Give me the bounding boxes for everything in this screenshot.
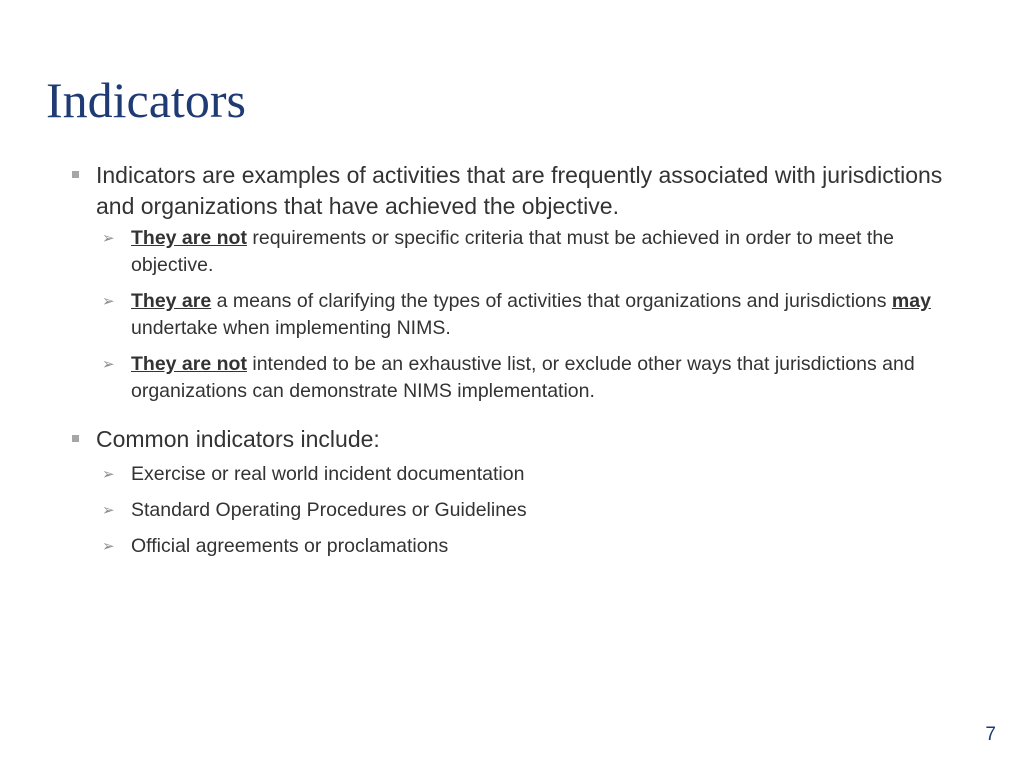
emphasis-text: They are not	[131, 353, 247, 375]
emphasis-text: They are not	[131, 227, 247, 249]
page-number: 7	[985, 724, 996, 745]
arrowhead-bullet-icon: ➢	[102, 538, 115, 555]
slide-title: Indicators	[46, 72, 246, 128]
arrowhead-bullet-icon: ➢	[102, 293, 115, 310]
sub-bullet	[72, 288, 952, 342]
sub-bullet	[72, 533, 952, 560]
slide-body	[72, 160, 952, 569]
bullet-group-common-indicators	[72, 424, 952, 560]
square-bullet-icon	[72, 171, 79, 178]
sub-bullet	[72, 497, 952, 524]
arrowhead-bullet-icon: ➢	[102, 502, 115, 519]
square-bullet-icon	[72, 435, 79, 442]
bullet-level1	[72, 160, 952, 222]
sub-bullet-text: Official agreements or proclamations	[131, 535, 449, 557]
sub-bullet-text: requirements or specific criteria that must be achieved in order to meet the objective.	[131, 227, 895, 276]
emphasis-text: may	[891, 290, 931, 312]
sub-bullet-text: intended to be an exhaustive list, or exclude other ways that jurisdictions and organizations can demonstrate NIMS implementation.	[131, 353, 915, 402]
arrowhead-bullet-icon: ➢	[102, 230, 115, 247]
bullet-text: Common indicators include:	[96, 426, 380, 452]
bullet-group-indicators	[72, 160, 952, 405]
sub-bullet-text: Exercise or real world incident documentation	[131, 463, 525, 485]
sub-bullet	[72, 461, 952, 488]
sub-bullet-text: Standard Operating Procedures or Guidelines	[131, 499, 527, 521]
sub-bullet-text: undertake when implementing NIMS.	[131, 317, 451, 339]
arrowhead-bullet-icon: ➢	[102, 466, 115, 483]
sub-bullet	[72, 351, 952, 405]
emphasis-text: They are	[131, 290, 212, 312]
arrowhead-bullet-icon: ➢	[102, 356, 115, 373]
sub-bullet	[72, 225, 952, 279]
sub-bullet-text: a means of clarifying the types of activities that organizations and jurisdictions	[211, 290, 892, 312]
bullet-text: Indicators are examples of activities that are frequently associated with jurisdictions and organizations that have achieved the objective.	[96, 162, 943, 219]
bullet-level1	[72, 424, 952, 455]
